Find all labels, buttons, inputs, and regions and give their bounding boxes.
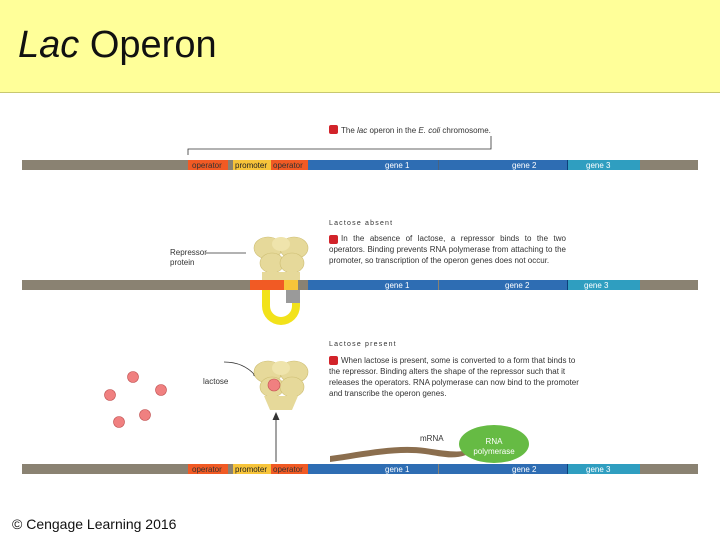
top-gene-1-label: gene 1 (385, 161, 410, 170)
lactose-molecule (128, 372, 139, 383)
top-operator-left-label: operator (192, 161, 222, 170)
mrna-strand (330, 447, 466, 462)
middle-gene-2 (439, 280, 567, 290)
operon-bracket (188, 136, 491, 155)
mrna-label: mRNA (420, 434, 444, 443)
middle-operator-left (250, 280, 284, 290)
repressor-label-line1: Repressor (170, 248, 207, 257)
lactose-present-heading: Lactose present (329, 341, 397, 348)
middle-gene-1-label: gene 1 (385, 281, 410, 290)
repressor-protein-label (170, 248, 207, 268)
middle-gene-3-label: gene 3 (584, 281, 609, 290)
rna-label-line2: polymerase (473, 447, 515, 456)
intro-suffix: chromosome. (440, 126, 491, 135)
lactose-arrow (224, 362, 258, 379)
bottom-gene-2 (439, 464, 567, 474)
middle-promoter (284, 280, 298, 290)
intro-prefix: The (341, 126, 358, 135)
title-rest: Operon (79, 24, 217, 66)
bottom-gene-1-label: gene 1 (385, 465, 410, 474)
bottom-promoter-label: promoter (235, 465, 268, 474)
bottom-gene-1 (308, 464, 438, 474)
intro-lac: lac (357, 126, 368, 135)
top-operator-right-label: operator (273, 161, 303, 170)
lactose-present-text: When lactose is present, some is converted to a form that binds to the repressor. Binding alters the shape of the repressor such that it releases the operators. RNA polymerase can now bind to the promoter and transcribe the operon genes. (329, 356, 579, 398)
middle-gene-2-label: gene 2 (505, 281, 530, 290)
top-gene-2 (439, 160, 567, 170)
top-gene-2-label: gene 2 (512, 161, 537, 170)
bottom-gene-2-label: gene 2 (512, 465, 537, 474)
lactose-absent-text: In the absence of lactose, a repressor binds to the two operators. Binding prevents RNA polymerase from attaching to the promoter, so transcription of the operon genes does not occur. (329, 234, 566, 265)
bottom-operator-left-label: operator (192, 465, 222, 474)
bottom-operator-right-label: operator (273, 465, 303, 474)
lactose-molecule (105, 390, 116, 401)
intro-bullet-icon (329, 125, 338, 134)
repressor-released (254, 361, 308, 410)
intro-caption (341, 125, 491, 136)
intro-ecoli: E. coli (418, 126, 441, 135)
top-gene-1 (308, 160, 438, 170)
rna-polymerase-label (464, 437, 524, 457)
lactose-molecule (156, 385, 167, 396)
lactose-molecule (114, 417, 125, 428)
rna-label-line1: RNA (485, 437, 503, 446)
copyright: © Cengage Learning 2016 (12, 516, 177, 532)
top-gene-3-label: gene 3 (586, 161, 611, 170)
middle-gene-1 (308, 280, 438, 290)
top-promoter-label: promoter (235, 161, 268, 170)
intro-middle: operon in the (367, 126, 419, 135)
lactose-molecule (140, 410, 151, 421)
title-italic: Lac (18, 24, 80, 66)
bottom-gene-3-label: gene 3 (586, 465, 611, 474)
lactose-label: lactose (203, 377, 229, 386)
lactose-absent-heading: Lactose absent (329, 220, 394, 227)
repressor-label-line2: protein (170, 258, 195, 267)
